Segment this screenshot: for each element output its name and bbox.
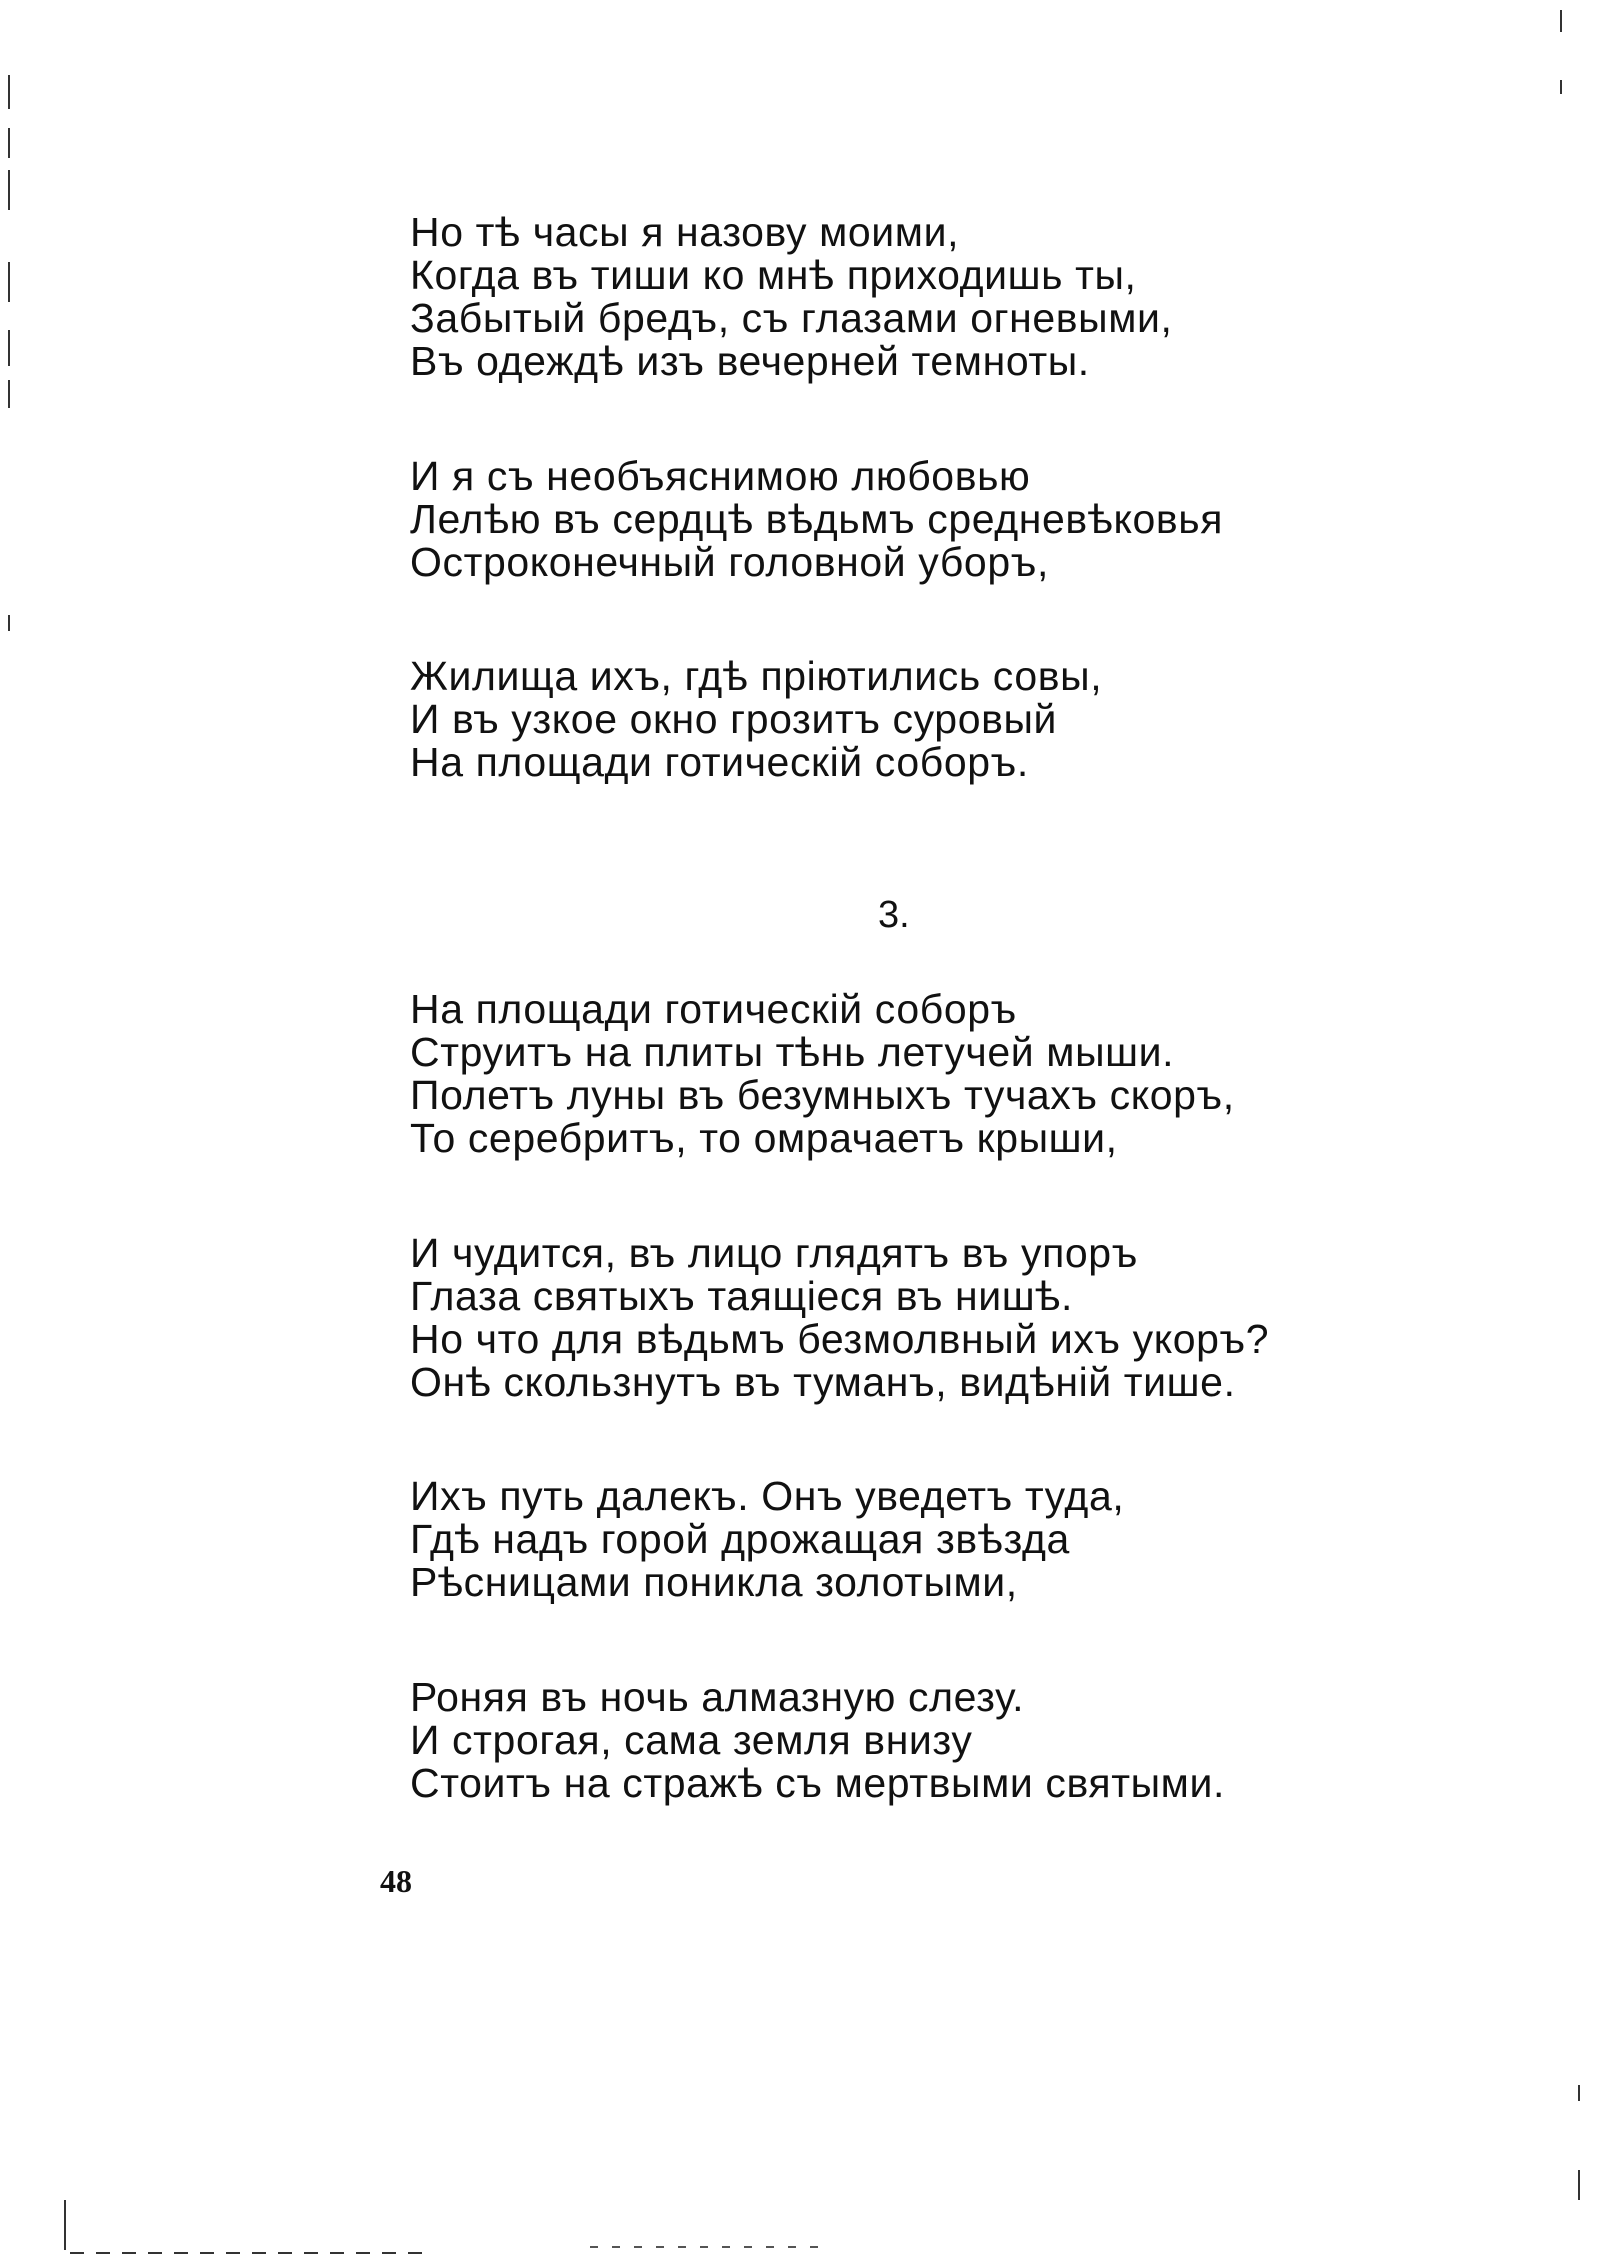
- scan-edge-mark: [1578, 2170, 1580, 2200]
- scan-edge-mark: [70, 2252, 430, 2254]
- scan-edge-mark: [590, 2246, 820, 2248]
- verse-line: Струитъ на плиты тѣнь летучей мыши.: [410, 1029, 1175, 1075]
- scan-edge-mark: [8, 75, 10, 109]
- verse-line: Въ одеждѣ изъ вечерней темноты.: [410, 338, 1090, 384]
- verse-line: И чудится, въ лицо глядятъ въ упоръ: [410, 1230, 1138, 1276]
- verse-line: И въ узкое окно грозитъ суровый: [410, 696, 1058, 742]
- scan-edge-mark: [8, 262, 10, 302]
- verse-line: Остроконечный головной уборъ,: [410, 539, 1049, 585]
- scan-edge-mark: [1578, 2085, 1580, 2101]
- stanza: [410, 988, 1235, 1160]
- verse-line: Ихъ путь далекъ. Онъ уведетъ туда,: [410, 1473, 1125, 1519]
- stanza: [410, 455, 1223, 584]
- verse-line: Когда въ тиши ко мнѣ приходишь ты,: [410, 252, 1137, 298]
- stanza: [410, 1232, 1269, 1404]
- verse-line: То серебритъ, то омрачаетъ крыши,: [410, 1115, 1118, 1161]
- scan-edge-mark: [8, 170, 10, 210]
- scan-edge-mark: [8, 380, 10, 408]
- verse-line: Стоитъ на стражѣ съ мертвыми святыми.: [410, 1760, 1225, 1806]
- verse-line: И строгая, сама земля внизу: [410, 1717, 973, 1763]
- page-number: 48: [380, 1863, 412, 1899]
- scan-edge-mark: [8, 128, 10, 158]
- verse-line: Жилища ихъ, гдѣ пріютились совы,: [410, 653, 1103, 699]
- verse-line: На площади готическій соборъ: [410, 986, 1017, 1032]
- scan-edge-mark: [1560, 10, 1562, 32]
- verse-line: Гдѣ надъ горой дрожащая звѣзда: [410, 1516, 1070, 1562]
- scan-edge-mark: [64, 2200, 66, 2250]
- stanza: [410, 211, 1173, 383]
- verse-line: Рѣсницами поникла золотыми,: [410, 1559, 1018, 1605]
- verse-line: Полетъ луны въ безумныхъ тучахъ скоръ,: [410, 1072, 1235, 1118]
- scan-edge-mark: [8, 330, 10, 366]
- verse-line: Роняя въ ночь алмазную слезу.: [410, 1674, 1025, 1720]
- verse-line: Онѣ скользнутъ въ туманъ, видѣній тише.: [410, 1359, 1236, 1405]
- stanza: [410, 1676, 1225, 1805]
- verse-line: На площади готическій соборъ.: [410, 739, 1029, 785]
- verse-line: Но что для вѣдьмъ безмолвный ихъ укоръ?: [410, 1316, 1270, 1362]
- stanza: [410, 655, 1102, 784]
- verse-line: Глаза святыхъ таящіеся въ нишѣ.: [410, 1273, 1073, 1319]
- scan-edge-mark: [8, 615, 10, 631]
- verse-line: Лелѣю въ сердцѣ вѣдьмъ средневѣковья: [410, 496, 1224, 542]
- verse-line: И я съ необъяснимою любовью: [410, 453, 1031, 499]
- stanza: [410, 1475, 1124, 1604]
- verse-line: Забытый бредъ, съ глазами огневыми,: [410, 295, 1173, 341]
- section-number: 3.: [878, 894, 910, 936]
- scan-edge-mark: [1560, 80, 1562, 94]
- verse-line: Но тѣ часы я назову моими,: [410, 209, 960, 255]
